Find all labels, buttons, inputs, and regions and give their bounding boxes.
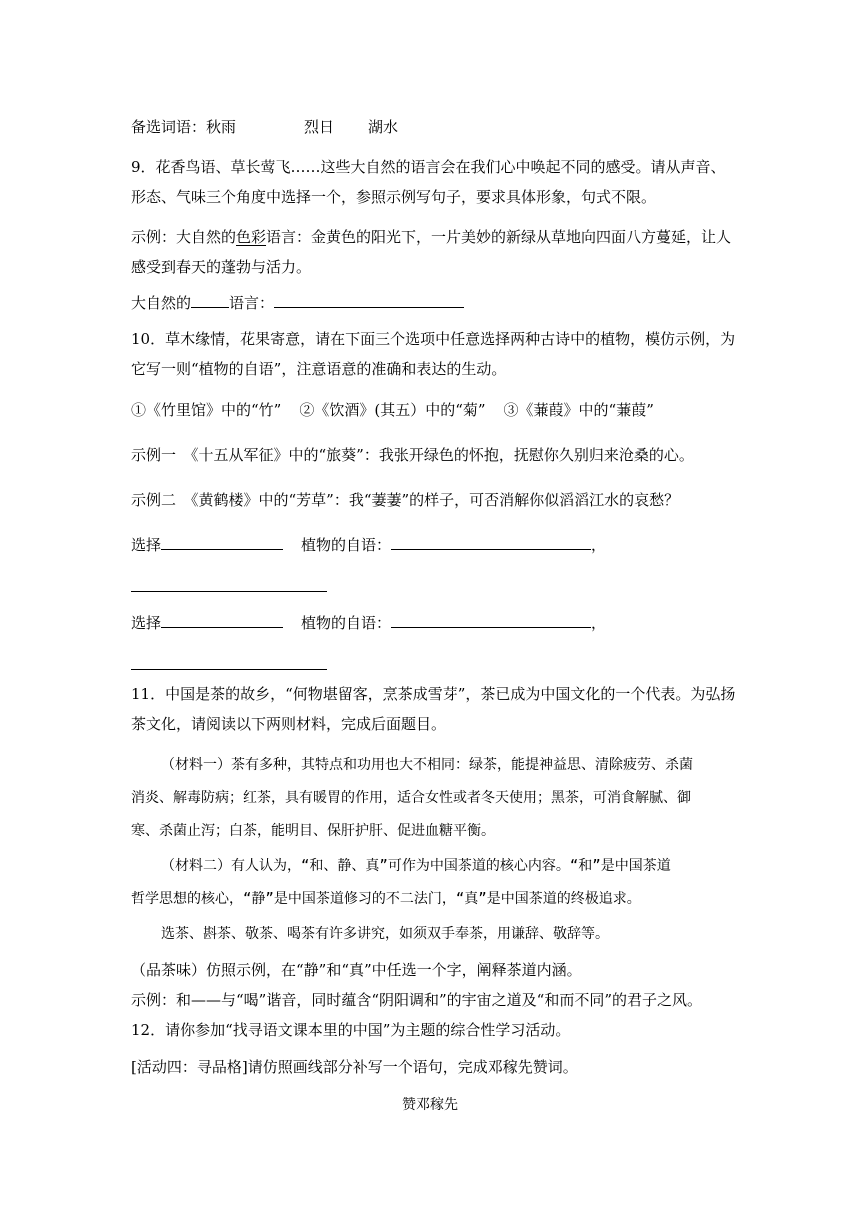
q11-example: 示例：和——与“喝”谐音，同时蕴含“阴阳调和”的宇宙之道及“和而不同”的君子之风。 [131,991,703,1009]
q9-example-line-1 [131,227,731,247]
q9-answer-blank-short[interactable] [191,293,229,308]
q10-option: ①《竹里馆》中的“竹” [131,401,282,419]
q12-activity: [活动四：寻品格]请仿照画线部分补写一个语句，完成邓稼先赞词。 [131,1058,578,1076]
q11-stem-line-1: 11．中国是茶的故乡，“何物堪留客，烹茶成雪芽”，茶已成为中国文化的一个代表。为弘扬 [131,685,736,703]
candidate-word: 湖水 [368,118,399,136]
q11-material2-line: 哲学思想的核心，“静”是中国茶道修习的不二法门，“真”是中国茶道的终极追求。 [131,891,641,907]
q10-self-blank[interactable] [391,613,591,628]
q9-example-line-2: 感受到春天的蓬勃与活力。 [131,258,312,276]
q10-select-blank[interactable] [161,535,283,550]
q9-answer-prefix: 大自然的 [131,294,192,312]
q10-example-1: 示例一 《十五从军征》中的“旅葵”：我张开绿色的怀抱，抚慰你久别归来沧桑的心。 [131,446,694,464]
q10-continuation-blank-2[interactable] [131,669,327,670]
q10-continuation-blank-1[interactable] [131,591,327,592]
q12-eulogy-title: 赞邓稼先 [402,1097,458,1113]
q10-self-label: 植物的自语： [301,536,392,554]
q10-comma: ， [591,536,607,554]
q9-example-underlined: 色彩 [236,228,267,246]
q12-stem: 12．请你参加“找寻语文课本里的中国”为主题的综合性学习活动。 [131,1021,571,1039]
candidate-words-label: 备选词语： [131,118,207,136]
q10-select-label: 选择 [131,614,162,632]
q11-task: （品茶味）仿照示例，在“静”和“真”中任选一个字，阐释茶道内涵。 [131,961,582,979]
q10-option: ②《饮酒》(其五）中的“菊” [299,401,486,419]
q11-material2-line: （材料二）有人认为，“和、静、真”可作为中国茶道的核心内容。“和”是中国茶道 [161,858,671,874]
candidate-word: 秋雨 [206,118,237,136]
q10-options-line [131,400,654,420]
q9-answer-label: 语言： [229,294,275,312]
q9-answer-line [131,293,464,313]
q10-example-2: 示例二 《黄鹤楼》中的“芳草”：我“萋萋”的样子，可否消解你似滔滔江水的哀愁？ [131,491,680,509]
q9-answer-blank-long[interactable] [274,293,464,308]
q10-answer-row-1 [131,535,606,555]
q10-select-blank[interactable] [161,613,283,628]
q11-material1-line: （材料一）茶有多种，其特点和功用也大不相同：绿茶，能提神益思、清除疲劳、杀菌 [161,757,693,773]
q10-option: ③《蒹葭》中的“蒹葭” [503,401,654,419]
candidate-words-line [131,117,398,137]
q10-answer-row-2 [131,613,606,633]
q11-stem-line-2: 茶文化，请阅读以下两则材料，完成后面题目。 [131,715,447,733]
q11-material3-line: 选茶、斟茶、敬茶、喝茶有许多讲究，如须双手奉茶，用谦辞、敬辞等。 [161,926,609,942]
q10-stem-line-2: 它写一则“植物的自语”，注意语意的准确和表达的生动。 [131,360,507,378]
q9-example-text: 语言：金黄色的阳光下，一片美妙的新绿从草地向四面八方蔓延，让人 [266,228,732,246]
q10-self-label: 植物的自语： [301,614,392,632]
q10-select-label: 选择 [131,536,162,554]
candidate-word: 烈日 [304,118,335,136]
q10-self-blank[interactable] [391,535,591,550]
q11-material1-line: 寒、杀菌止泻；白茶，能明目、保肝护肝、促进血糖平衡。 [131,823,495,839]
q9-stem-line-2: 形态、气味三个角度中选择一个，参照示例写句子，要求具体形象，句式不限。 [131,188,657,206]
q10-stem-line-1: 10．草木缘情，花果寄意，请在下面三个选项中任意选择两种古诗中的植物，模仿示例，为 [131,330,736,348]
q10-comma: ， [591,614,607,632]
q9-stem-line-1: 9．花香鸟语、草长莺飞……这些大自然的语言会在我们心中唤起不同的感受。请从声音、 [131,158,726,176]
q11-material1-line: 消炎、解毒防病；红茶，具有暖胃的作用，适合女性或者冬天使用；黑茶，可消食解腻、御 [131,790,691,806]
q9-example-prefix: 示例：大自然的 [131,228,237,246]
